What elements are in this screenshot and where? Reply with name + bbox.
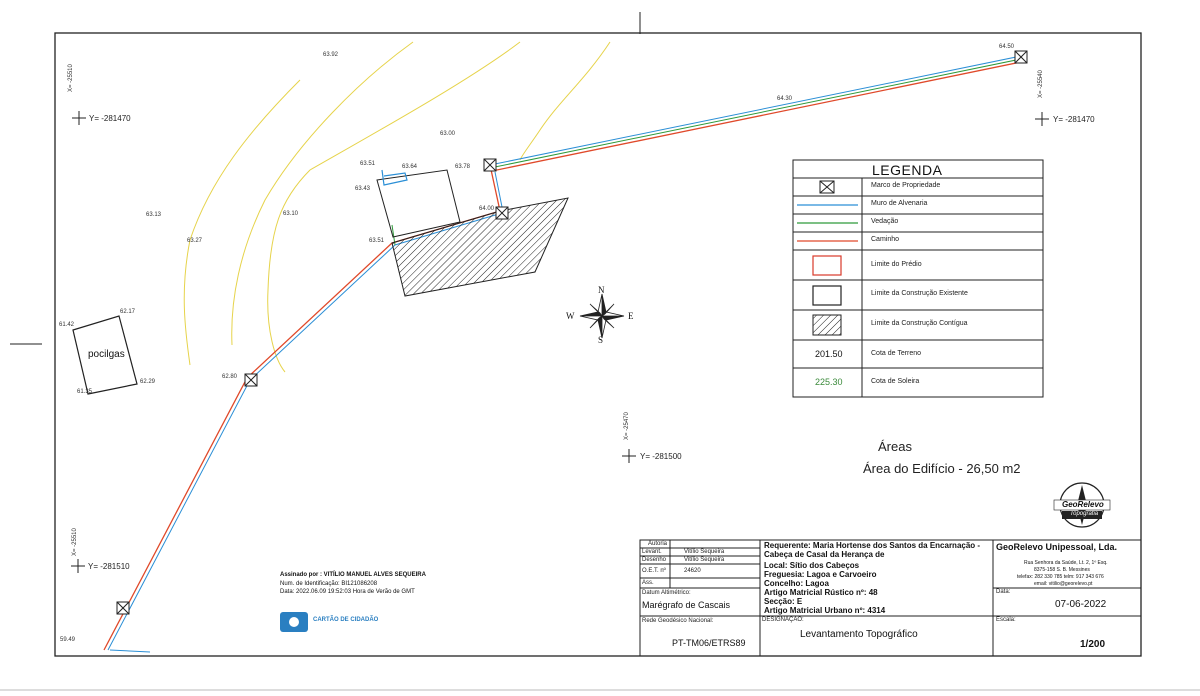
grid-y-label: Y= -281470 — [89, 114, 131, 123]
elevation-label: 63.92 — [323, 52, 339, 58]
logo-name: GeoRelevo — [1062, 500, 1104, 509]
grid-y-label: Y= -281470 — [1053, 115, 1095, 124]
elevation-label: 61.42 — [59, 322, 75, 328]
tb-company: GeoRelevo Unipessoal, Lda. — [996, 542, 1118, 552]
contiguous-construction — [392, 198, 568, 296]
elevation-label: 62.80 — [222, 374, 238, 380]
tb-label: Ass. — [642, 580, 654, 586]
elevation-label: 63.13 — [146, 212, 162, 218]
tb-requerente — [764, 541, 984, 559]
tb-value: PT-TM06/ETRS89 — [672, 638, 746, 648]
signature-line: Assinado por : VITÍLIO MANUEL ALVES SEQUEIRA — [280, 572, 426, 578]
legend-title: LEGENDA — [872, 162, 943, 178]
tb-scale: 1/200 — [1080, 639, 1106, 650]
elevation-label: 63.51 — [369, 238, 385, 244]
elevation-label: 63.10 — [283, 211, 299, 217]
citizen-card-label: CARTÃO DE CIDADÃO — [313, 617, 379, 623]
elevation-label: 63.43 — [355, 186, 371, 192]
tb-label: Levant. — [642, 549, 662, 555]
tb-label: Datum Altimétrico: — [642, 590, 691, 596]
tb-phones: telefax: 282 330 785 telm: 917 343 676 — [1017, 574, 1104, 580]
elevation-label: 63.00 — [440, 131, 456, 137]
signature-line: Num. de Identificação: BI121086208 — [280, 581, 378, 587]
compass-rose — [580, 294, 624, 338]
legend-item: Marco de Propriedade — [871, 182, 941, 189]
grid-x-label: X= -25470 — [624, 412, 630, 440]
logo-sub: Topografia — [1070, 511, 1099, 517]
elevation-label: 59.49 — [60, 637, 76, 643]
elevation-label: 64.50 — [999, 44, 1015, 50]
elevation-label: 62.17 — [120, 309, 136, 315]
compass-south-label: S — [598, 335, 604, 345]
elevation-label: 63.27 — [187, 238, 203, 244]
tb-email: email: vitilio@georelevo.pt — [1034, 581, 1093, 587]
elevation-label: 63.78 — [455, 164, 471, 170]
tb-label: O.E.T. nº — [642, 568, 666, 574]
cota-soleira-sample: 225.30 — [815, 377, 843, 387]
tb-local: Local: Sítio dos Cabeços — [764, 561, 860, 570]
tb-seccao: Secção: E — [764, 597, 803, 606]
legend-symbols — [797, 181, 858, 335]
legend-item: Cota de Terreno — [871, 350, 922, 357]
tb-city: 8375-158 S. B. Messines — [1034, 567, 1090, 573]
elevation-label: 64.30 — [777, 96, 793, 102]
tb-address: Rua Senhora da Saúde, Lt. 2, 1º Esq. — [1024, 560, 1108, 566]
areas-title: Áreas — [878, 439, 912, 454]
legend-item: Limite da Construção Contígua — [871, 320, 968, 327]
elevation-label: 64.00 — [479, 206, 495, 212]
tb-value: Marégrafo de Cascais — [642, 600, 731, 610]
tb-label: Rede Geodésico Nacional: — [642, 618, 714, 624]
legend-item: Limite do Prédio — [871, 261, 922, 268]
grid-y-label: Y= -281510 — [88, 562, 130, 571]
tb-label: DESIGNAÇÃO: — [762, 617, 804, 623]
tb-value: Vitílio Sequeira — [684, 549, 725, 555]
property-markers — [117, 51, 1027, 614]
legend-item: Cota de Soleira — [871, 378, 920, 385]
legend-item: Caminho — [871, 236, 900, 243]
tb-label: Autoria — [648, 541, 668, 547]
elevation-label: 61.35 — [77, 389, 93, 395]
grid-x-label: X= -25510 — [72, 528, 78, 556]
legend-item: Muro de Alvenaria — [871, 200, 928, 207]
grid-y-label: Y= -281500 — [640, 452, 682, 461]
pocilgas-label: pocilgas — [88, 349, 125, 360]
area-edificio: Área do Edifício - 26,50 m2 — [863, 461, 1021, 476]
tb-value: Vitílio Sequeira — [684, 557, 725, 563]
cota-terreno-sample: 201.50 — [815, 349, 843, 359]
requerente-text: Requerente: Maria Hortense dos Santos da Encarnação - Cabeça de Casal da Herança de — [764, 541, 981, 559]
compass-west-label: W — [566, 311, 575, 321]
grid-x-label: X= -25540 — [1038, 70, 1044, 98]
tb-label: Desenho — [642, 557, 667, 563]
tb-designacao: Levantamento Topográfico — [800, 629, 918, 640]
tb-urbano: Artigo Matricial Urbano nº: 4314 — [764, 606, 886, 615]
elevation-label: 63.64 — [402, 164, 418, 170]
elevation-label: 63.51 — [360, 161, 376, 167]
legend-item: Vedação — [871, 218, 899, 225]
elevation-label: 62.29 — [140, 379, 156, 385]
tb-concelho: Concelho: Lagoa — [764, 579, 829, 588]
tb-label: Data: — [996, 589, 1011, 595]
legend-box — [793, 160, 1043, 397]
tb-freguesia: Freguesia: Lagoa e Carvoeiro — [764, 570, 877, 579]
grid-x-label: X= -25510 — [68, 64, 74, 92]
signature-line: Data: 2022.06.09 19:52:03 Hora de Verão de GMT — [280, 589, 415, 595]
compass-east-label: E — [628, 311, 634, 321]
legend-item: Limite da Construção Existente — [871, 290, 968, 297]
tb-label: Escala: — [996, 617, 1016, 623]
compass-north-label: N — [598, 285, 605, 295]
tb-value: 24620 — [684, 568, 701, 574]
tb-date: 07-06-2022 — [1055, 599, 1107, 610]
tb-rustico: Artigo Matricial Rústico nº: 48 — [764, 588, 878, 597]
